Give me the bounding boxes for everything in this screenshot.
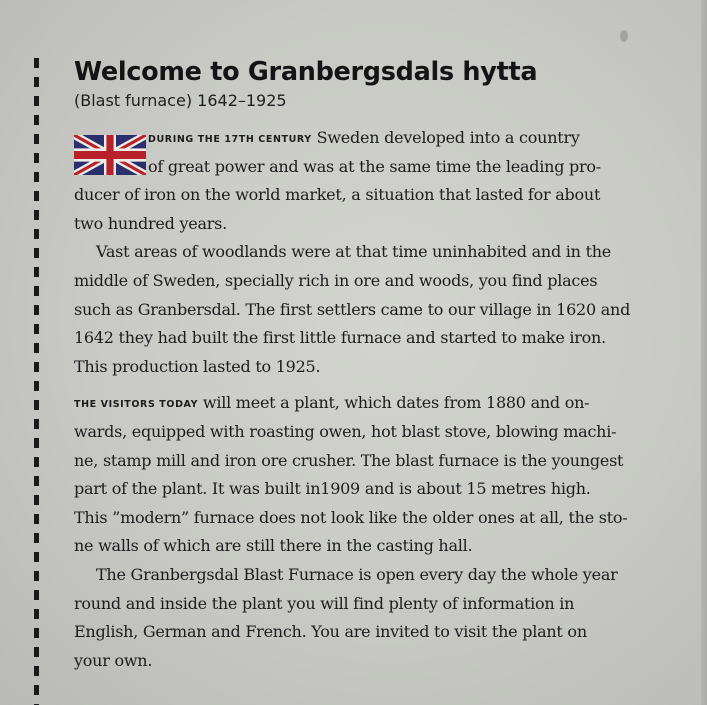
sign-subtitle: (Blast furnace) 1642–1925 [74,91,287,110]
text-line: English, German and French. You are invited to visit the plant on [74,622,587,642]
text-line: two hundred years. [74,213,227,233]
surface-speck [620,30,628,42]
text-line: The Granbergsdal Blast Furnace is open every day the whole year [96,564,618,584]
text-line: DURING THE 17TH CENTURY Sweden developed into a country [148,128,580,147]
dashed-margin-rule [34,58,39,705]
text-line: ducer of iron on the world market, a situation that lasted for about [74,185,601,205]
text-line: your own. [74,650,153,670]
section-17th-century [74,124,656,238]
sign-title: Welcome to Granbergsdals hytta [74,57,538,87]
text-line: such as Granbersdal. The first settlers came to our village in 1620 and [74,299,631,319]
text-line: THE VISITORS TODAY will meet a plant, which dates from 1880 and on- [74,393,590,413]
text-line: ne, stamp mill and iron ore crusher. The blast furnace is the youngest [74,450,624,470]
text-line: This production lasted to 1925. [74,356,321,376]
text-line: of great power and was at the same time the leading pro- [148,156,601,176]
text-line: This ”modern” furnace does not look like the older ones at all, the sto- [74,507,628,527]
sign-text [74,54,656,675]
lead-in-17th-century: DURING THE 17TH CENTURY [148,134,312,145]
section-woodlands [74,238,656,381]
text-line: 1642 they had built the first little furnace and started to make iron. [74,328,606,348]
section-visitors-today [74,389,656,561]
text-line: ne walls of which are still there in the casting hall. [74,536,473,556]
text-line: middle of Sweden, specially rich in ore and woods, you find places [74,270,598,290]
union-jack-flag-icon [74,135,146,175]
panel-edge [701,0,707,705]
text-line: wards, equipped with roasting owen, hot blast stove, blowing machi- [74,421,617,441]
text-line: round and inside the plant you will find plenty of information in [74,593,575,613]
lead-in-visitors-today: THE VISITORS TODAY [74,399,199,411]
section-opening-info [74,561,656,675]
text-line: part of the plant. It was built in1909 and is about 15 metres high. [74,479,591,499]
text-line: Vast areas of woodlands were at that time uninhabited and in the [96,242,612,262]
